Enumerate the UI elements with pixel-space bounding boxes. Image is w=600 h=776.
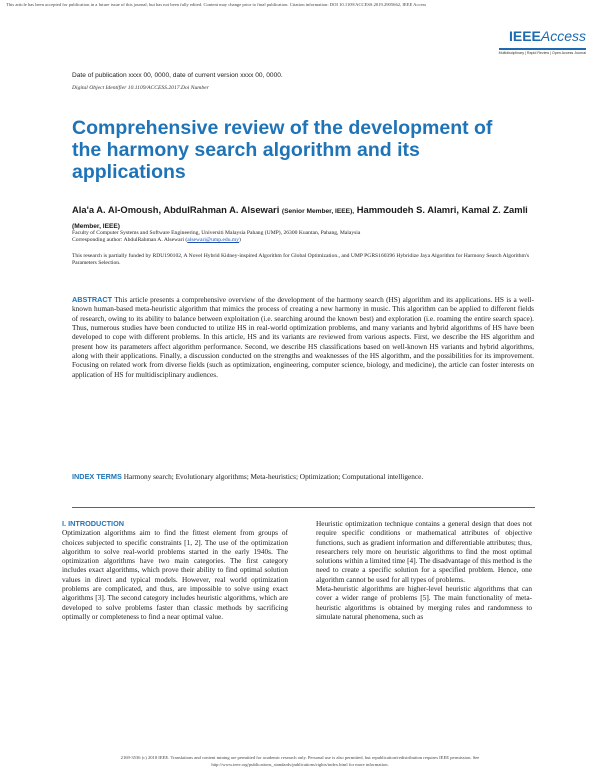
author-list bbox=[72, 203, 542, 233]
author-4-role: (Member, IEEE) bbox=[72, 223, 121, 230]
intro-paragraph-2: Heuristic optimization technique contains a general design that does not require specific conditions or mathematical attributes of objective functions, such as gradient information and differentiable attributes; thus, researchers rely more on heuristic algorithms to find the most optimal solutions within a limited time [4]. The disadvantage of this method is the need to create a specific solution for a specified problem. Hence, one algorithm cannot be used for all types of problems. bbox=[316, 519, 532, 584]
intro-paragraph-1: Optimization algorithms aim to find the fittest element from groups of choices subjected to specific constraints [1, 2]. The use of the optimization algorithm to solve real-world problems started in the early 1940s. The optimization algorithms have two main categories. The first category includes exact algorithms, which prove their ability to find optimal solution values in direct and typical models. However, real world optimization problems are complicated, and thus, are impossible to solve using exact algorithms [3]. The second category includes heuristic algorithms, which are developed to solve problems faster than classic methods by sacrificing optimally or completeness to find a near optimal value. bbox=[62, 528, 288, 621]
intro-heading: I. INTRODUCTION bbox=[62, 519, 125, 528]
author-2: AbdulRahman A. Alsewari bbox=[163, 204, 280, 215]
paper-title: Comprehensive review of the development of the harmony search algorithm and its applications bbox=[72, 117, 493, 183]
corresponding-label: Corresponding author: AbdulRahman A. Alsewari ( bbox=[72, 237, 188, 244]
logo-ieee-text: IEEE bbox=[508, 28, 541, 44]
author-4: Kamal Z. Zamli bbox=[461, 204, 528, 215]
copyright-footer bbox=[60, 755, 540, 768]
doi-line: Digital Object Identifier 10.1109/ACCESS.2017.Doi Number bbox=[72, 85, 209, 91]
corresponding-email-link[interactable]: alsewari@ump.edu.my bbox=[187, 237, 240, 244]
author-2-role: (Senior Member, IEEE), bbox=[281, 208, 355, 215]
intro-column-left bbox=[62, 519, 288, 621]
affiliation-line: Faculty of Computer Systems and Software Engineering, Universiti Malaysia Pahang (UMP), 26300 Kuantan, Pahang, Malaysia bbox=[72, 230, 361, 236]
corresponding-author bbox=[72, 237, 542, 244]
logo-access-text: Access bbox=[540, 28, 586, 44]
logo-tagline: Multidisciplinary | Rapid Review | Open Access Journal bbox=[498, 51, 586, 55]
affiliation bbox=[72, 230, 542, 245]
author-1: Ala'a A. Al-Omoush, bbox=[72, 204, 162, 215]
footer-line-1: 2169-3536 (c) 2018 IEEE. Translations and content mining are permitted for academic research only. Personal use is also permitted, but republication/redistribution requires IEEE permission. See bbox=[120, 755, 480, 760]
accepted-notice: This article has been accepted for publication in a future issue of this journal, but has not been fully edited. Content may change prior to final publication. Citation information: DOI 10.1109/ACCESS.2019.2905662, IEEE Access bbox=[6, 2, 427, 7]
funding-note: This research is partially funded by RDU190102, A Novel Hybrid Kidney-inspired Algorithm for Global Optimization., and UMP PGRS160396 Hybridize Jaya Algorithm for Harmony Search Algorithm's Parameters Selection. bbox=[72, 253, 530, 267]
footer-line-2[interactable]: http://www.ieee.org/publications_standards/publications/rights/index.html for more information. bbox=[211, 761, 389, 767]
corresponding-close: ) bbox=[239, 237, 241, 244]
intro-column-right bbox=[316, 519, 532, 621]
abstract-text: This article presents a comprehensive overview of the development of the harmony search (HS) algorithm and its applications. HS is a well-known human-based meta-heuristic algorithm that mimics the process of creating a new harmony in music. This algorithm can be applied to different fields of research, owing to its ability to balance between exploitation (i.e. searching around the known best) and exploration (i.e. roaming the entire search space). Thus, numerous studies have been conducted to utilize HS in real-world optimization problems, and many variants and hybrid algorithms of HS have been developed to cope with different problems. In this article, HS and its variants are reviewed from various aspects. First, we describe the HS algorithm and present how its parameters affect algorithm performance. Second, we describe HS classifications based on well-known HS variants and hybrid algorithms, along with their applications. Finally, a discussion conducted on the strengths and weaknesses of the HS algorithm, and the possibilities for its improvement. Focusing on related work from diverse fields (such as optimization, engineering, computer science, biology, and medicine), the article can foster interests on application of HS for multidisciplinary audiences. bbox=[72, 295, 534, 379]
index-terms bbox=[72, 472, 534, 481]
abstract bbox=[72, 295, 534, 379]
logo-bar bbox=[499, 48, 586, 50]
ieee-access-logo bbox=[499, 28, 586, 55]
index-terms-label: INDEX TERMS bbox=[72, 472, 122, 481]
index-terms-text: Harmony search; Evolutionary algorithms; Meta-heuristics; Optimization; Computational intelligence. bbox=[123, 472, 424, 481]
author-3: Hammoudeh S. Alamri, bbox=[356, 204, 459, 215]
intro-paragraph-3: Meta-heuristic algorithms are higher-level heuristic algorithms that can cover a wider range of problems [5]. The main functionality of meta-heuristic algorithms is obtained by merging rules and randomness to simulate natural phenomena, such as bbox=[316, 584, 532, 621]
abstract-label: ABSTRACT bbox=[72, 295, 113, 304]
publication-dateline: Date of publication xxxx 00, 0000, date of current version xxxx 00, 0000. bbox=[72, 72, 283, 79]
section-divider bbox=[72, 507, 535, 508]
